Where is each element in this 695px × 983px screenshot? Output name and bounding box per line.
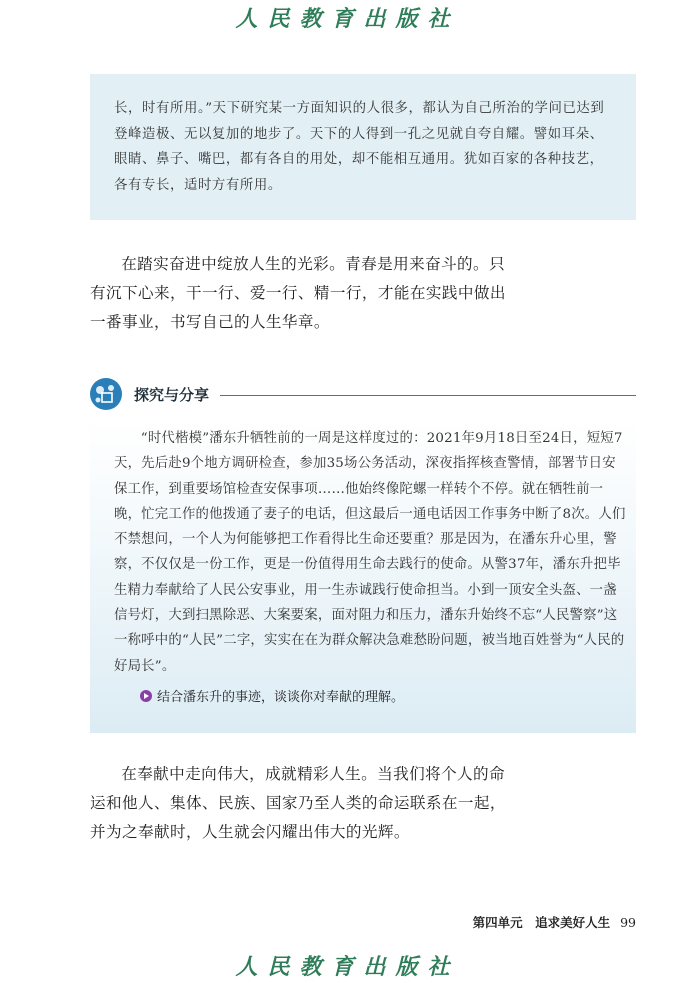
explore-share-icon bbox=[90, 378, 122, 410]
discussion-task bbox=[140, 686, 404, 705]
story-text: “时代楷模”潘东升牺牲前的一周是这样度过的：2021年9月18日至24日，短短7天，先后赴9个地方调研检查，参加35场公务活动，深夜指挥核查警情，部署节日安保工作，到重要场馆检查安保事项……他始终像陀螺一样转个不停。就在牺牲前一晚，忙完工作的他拨通了妻子的电话，但这最后一通电话因工作事务中断了8次。人们不禁想问，一个人为何能够把工作看得比生命还要重？那是因为，在潘东升心里，警察，不仅仅是一份工作，更是一份值得用生命去践行的使命。从警37年，潘东升把毕生精力奉献给了人民公安事业，用一生赤诚践行使命担当。小到一顶安全头盔、一盏信号灯，大到扫黑除恶、大案要案，面对阻力和压力，潘东升始终不忘“人民警察”这一称呼中的“人民”二字，实实在在为群众解决急难愁盼问题，被当地百姓誉为“人民的好局长”。 bbox=[114, 431, 626, 674]
page-footer bbox=[470, 913, 636, 931]
quote-box-text: 长，时有所用。”天下研究某一方面知识的人很多，都认为自己所治的学问已达到登峰造极、无以复加的地步了。天下的人得到一孔之见就自夸自耀。譬如耳朵、眼睛、鼻子、嘴巴，都有各自的用处，却不能相互通用。犹如百家的各种技艺，各有专长，适时方有所用。 bbox=[114, 101, 605, 193]
publisher-watermark-bottom: 人民教育出版社 bbox=[235, 954, 460, 980]
quote-box bbox=[90, 74, 636, 220]
unit-title: 第四单元 追求美好人生 bbox=[472, 915, 611, 930]
section-divider bbox=[220, 395, 636, 396]
discussion-task-text: 结合潘东升的事迹，谈谈你对奉献的理解。 bbox=[157, 690, 405, 705]
section-title: 探究与分享 bbox=[134, 386, 210, 404]
page-number: 99 bbox=[620, 915, 636, 930]
explore-box bbox=[90, 420, 636, 733]
body-paragraph-2: 在奉献中走向伟大，成就精彩人生。当我们将个人的命运和他人、集体、民族、国家乃至人类的命运联系在一起，并为之奉献时，人生就会闪耀出伟大的光辉。 bbox=[90, 765, 506, 841]
body-paragraph-1: 在踏实奋进中绽放人生的光彩。青春是用来奋斗的。只有沉下心来，干一行、爱一行、精一行，才能在实践中做出一番事业，书写自己的人生华章。 bbox=[90, 255, 506, 331]
play-arrow-icon bbox=[140, 690, 152, 702]
section-header bbox=[90, 378, 636, 414]
publisher-watermark-top: 人民教育出版社 bbox=[235, 6, 460, 32]
